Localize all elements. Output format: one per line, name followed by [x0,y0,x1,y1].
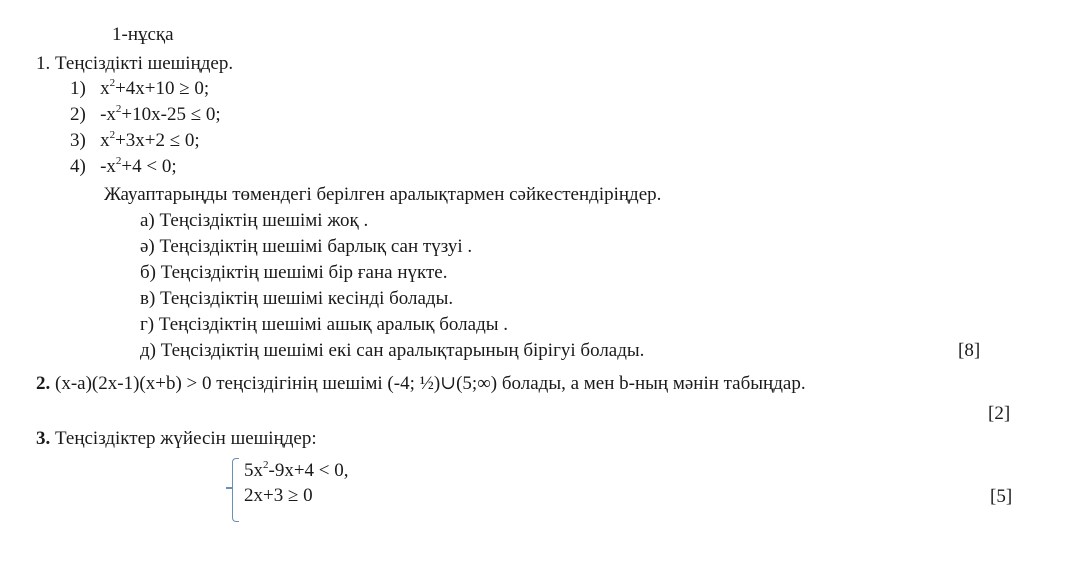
system-equation-2: 2x+3 ≥ 0 [244,485,313,506]
task3-line [36,428,317,450]
task1-score: [8] [958,340,981,361]
task2-text: (x-a)(2x-1)(x+b) > 0 теңсіздігінің шешімі (-4; ½)∪(5;∞) болады, а мен b-ның мәнін табыңдар. [55,373,806,394]
task3-score: [5] [990,486,1013,507]
task1-instruction: Жауаптарыңды төмендегі берілген аралықтармен сәйкестендіріңдер. [104,184,662,205]
answer-d: д) Теңсіздіктің шешімі екі сан аралықтарының бірігуі болады. [140,340,645,361]
task1-item-3: 3) $x^2+3x+2 \le 0$; [70,129,200,151]
task3-text: Теңсіздіктер жүйесін шешіңдер: [55,428,317,449]
task3-number: 3. [36,428,51,449]
answer-b: б) Теңсіздіктің шешімі бір ғана нүкте. [140,262,448,283]
system-brace [232,458,239,522]
task2-score: [2] [988,403,1011,424]
task1-item-1: 1) $x^2+4x+10 \ge 0$; [70,77,210,99]
variant-label: 1-нұсқа [112,24,174,45]
task2-line [36,373,806,395]
task2-number: 2. [36,373,51,394]
answer-ae: ә) Теңсіздіктің шешімі барлық сан түзуі . [140,236,473,257]
system-equation-1: $5x^2-9x+4 < 0$, [244,459,349,481]
task1-title: 1. Теңсіздікті шешіңдер. [36,53,234,74]
task1-item-4: 4) $-x^2+4 < 0$; [70,155,177,177]
task1-item-2: 2) $-x^2+10x-25 \le 0$; [70,103,221,125]
answer-a: а) Теңсіздіктің шешімі жоқ . [140,210,369,231]
system-brace-tip [226,487,232,489]
answer-v: в) Теңсіздіктің шешімі кесінді болады. [140,288,454,309]
answer-g: г) Теңсіздіктің шешімі ашық аралық болады . [140,314,509,335]
